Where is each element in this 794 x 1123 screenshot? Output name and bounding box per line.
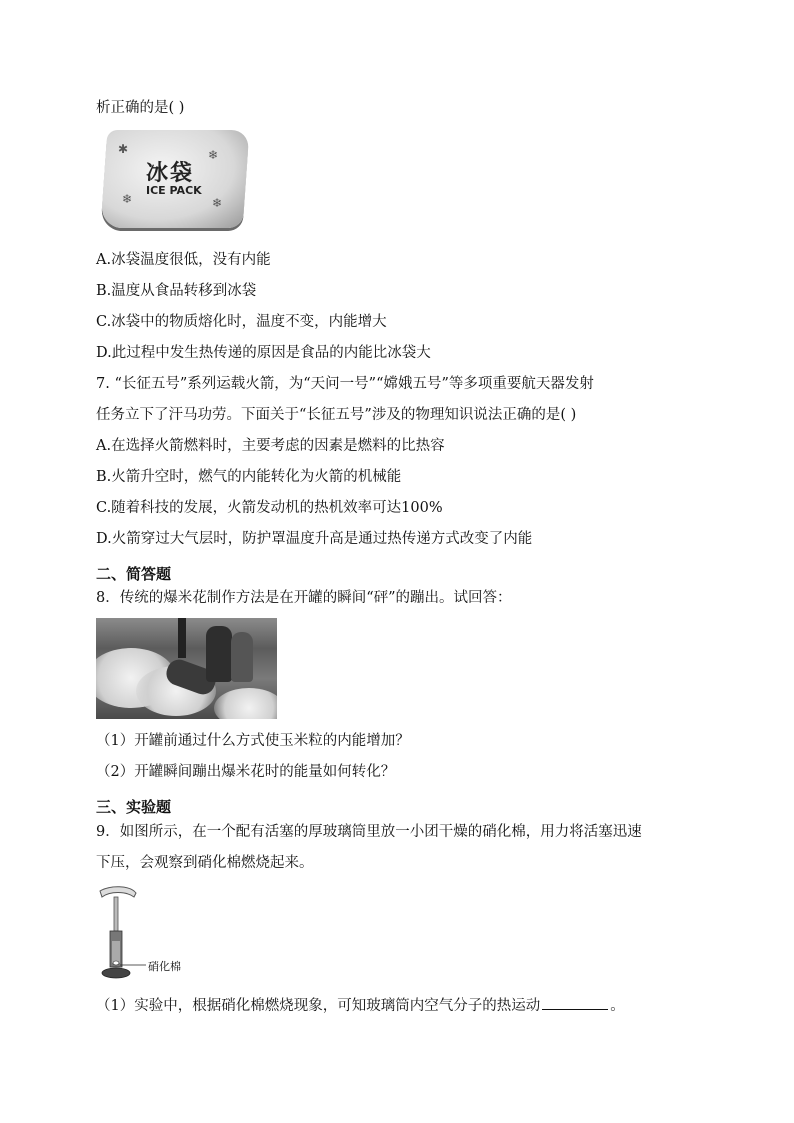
q9-stem-line2: 下压，会观察到硝化棉燃烧起来。 (96, 855, 314, 871)
brand-logo-icon: ✱ (118, 142, 129, 156)
q7-option-a: A.在选择火箭燃料时，主要考虑的因素是燃料的比热容 (96, 438, 445, 454)
section-title-experiment: 三、实验题 (96, 798, 172, 816)
snowflake-icon: ❄ (212, 196, 223, 210)
q7-stem-line2: 任务立下了汗马功劳。下面关于“长征五号”涉及的物理知识说法正确的是( ) (96, 407, 577, 423)
q6-option-a: A.冰袋温度很低，没有内能 (96, 252, 271, 268)
q8-sub2: （2）开罐瞬间蹦出爆米花时的能量如何转化？ (96, 764, 396, 780)
q8-stem: 8．传统的爆米花制作方法是在开罐的瞬间“砰”的蹦出。试回答： (96, 590, 512, 606)
q6-option-c: C.冰袋中的物质熔化时，温度不变，内能增大 (96, 314, 387, 330)
q6-option-d: D.此过程中发生热传递的原因是食品的内能比冰袋大 (96, 345, 431, 361)
q6-stem-tail: 析正确的是( ) (96, 100, 185, 116)
q9-sub1-end: 。 (610, 998, 625, 1014)
ice-pack-image (104, 130, 246, 230)
ice-pack-title: 冰袋 (146, 161, 195, 186)
figure-label-nitrocellulose: 硝化棉 (148, 960, 181, 973)
q9-sub1 (96, 995, 625, 1016)
q7-stem-line1: 7. “长征五号”系列运载火箭，为“天问一号”“嫦娥五号”等多项重要航天器发射 (96, 376, 594, 392)
answer-blank[interactable] (542, 995, 608, 1010)
q7-option-d: D.火箭穿过大气层时，防护罩温度升高是通过热传递方式改变了内能 (96, 531, 533, 547)
q8-sub1: （1）开罐前通过什么方式使玉米粒的内能增加？ (96, 733, 410, 749)
q9-sub1-text: （1）实验中，根据硝化棉燃烧现象，可知玻璃筒内空气分子的热运动 (96, 998, 541, 1014)
popcorn-machine-photo (96, 618, 277, 719)
snowflake-icon: ❄ (208, 148, 219, 162)
q9-stem-line1: 9．如图所示，在一个配有活塞的厚玻璃筒里放一小团干燥的硝化棉，用力将活塞迅速 (96, 824, 642, 840)
section-title-short-answer: 二、简答题 (96, 565, 172, 583)
ice-pack-subtitle: ICE PACK (146, 184, 202, 197)
worker-figure (206, 626, 232, 682)
q7-option-c: C.随着科技的发展，火箭发动机的热机效率可达100% (96, 500, 443, 516)
snowflake-icon: ❄ (122, 192, 133, 206)
worker-figure (231, 632, 253, 682)
q7-option-b: B.火箭升空时，燃气的内能转化为火箭的机械能 (96, 469, 402, 485)
q6-option-b: B.温度从食品转移到冰袋 (96, 283, 257, 299)
compression-apparatus-figure (96, 885, 206, 985)
bystander-legs (178, 618, 186, 658)
